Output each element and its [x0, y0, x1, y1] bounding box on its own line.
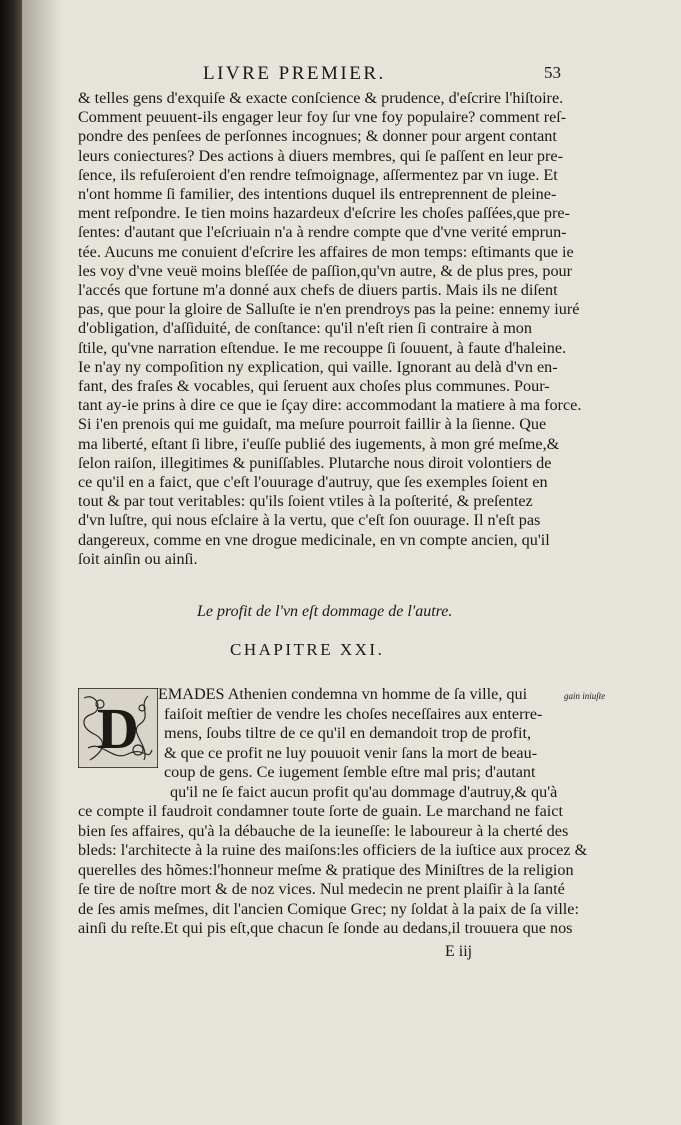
text-line: ment reſpondre. Ie tien moins hazardeux d'eſcrire les choſes paſſées,que pre- [78, 204, 570, 223]
text-line: Comment peuuent-ils engager leur foy ſur vne foy populaire? comment reſ- [78, 108, 567, 127]
text-line: pas, que pour la gloire de Salluſte ie n'en prendroys pas la peine: ennemy iuré [78, 300, 580, 319]
text-line: tout & par tout veritables: qu'ils ſoient vtiles à la poſterité, & preſentez [78, 492, 533, 511]
text-line: ce qu'il en a faict, que c'eſt l'ouurage d'autruy, que ſes exemples ſoient en [78, 473, 548, 491]
page-number: 53 [544, 63, 561, 82]
text-line: bleds: l'architecte à la ruine des maiſons:les officiers de la iuſtice aux procez & [78, 841, 588, 859]
text-line: ſoit ainſin ou ainſi. [78, 549, 198, 568]
text-line: querelles des hõmes:l'honneur meſme & pratique des Miniſtres de la religion [78, 860, 574, 879]
chapter-heading: CHAPITRE XXI. [230, 640, 385, 659]
text-line: d'obligation, d'aſſiduité, de conſtance: qu'il n'eſt rien ſi contraire à mon [78, 319, 532, 338]
margin-note: gain iniuſte [564, 691, 606, 701]
text-line: EMADES Athenien condemna vn homme de ſa ville, qui [158, 685, 528, 703]
text-line: faiſoit meſtier de vendre les choſes neceſſaires aux enterre- [164, 704, 543, 723]
text-line: fant, des fraſes & vocables, qui ſeruent aux choſes plus communes. Pour- [78, 377, 550, 395]
text-line: tée. Aucuns me conuient d'eſcrire les affaires de mon temps: eſtimants que ie [78, 242, 574, 261]
text-line: d'vn luſtre, qui nous eſclaire à la vertu, que c'eſt ſon ouurage. Il n'eſt pas [78, 511, 541, 530]
text-line: de ſes amis meſmes, dit l'ancien Comique Grec; ny ſoldat à la paix de ſa ville: [78, 899, 579, 918]
text-line: qu'il ne ſe faict aucun profit qu'au dommage d'autruy,& qu'à [170, 782, 558, 801]
text-line: Si i'en prenois qui me guidaſt, ma meſure pourroit faillir à la ſienne. Que [78, 415, 547, 434]
text-line: ainſi du reſte.Et qui pis eſt,que chacun ſe ſonde au dedans,il trouuera que nos [78, 919, 573, 937]
text-line: tant ay-ie prins à dire ce que ie ſçay dire: accommodant la matiere à ma force. [78, 396, 582, 415]
running-header: LIVRE PREMIER. [203, 63, 386, 84]
text-line: ma liberté, eſtant ſi libre, i'euſſe publié des iugements, à mon gré meſme,& [78, 434, 560, 453]
text-line: ſtile, qu'vne narration eſtendue. Ie me recouppe ſi ſouuent, à faute d'haleine. [78, 338, 567, 357]
text-line: pondre des penſees de perſonnes incognues; & donner pour argent contant [78, 127, 557, 146]
text-line: Ie n'ay ny compoſition ny explication, qui vaille. Ignorant au delà d'vn en- [78, 357, 558, 376]
gutter-shadow [22, 0, 62, 1125]
signature-mark: E iij [445, 943, 473, 960]
section-heading: Le profit de l'vn eſt dommage de l'autre. [197, 603, 453, 620]
text-line: & que ce profit ne luy pouuoit venir ſans la mort de beau- [164, 743, 538, 762]
text-line: ſentes: d'autant que l'eſcriuain n'a à rendre compte que d'vne verité emprun- [78, 223, 567, 242]
text-line: ſence, ils refuſeroient d'en rendre teſmoignage, aſſermentez par vn iuge. Et [78, 165, 558, 184]
text-line: dangereux, comme en vne drogue medicinale, en vn compte ancien, qu'il [78, 530, 550, 549]
decorated-initial-icon [78, 688, 158, 768]
text-line: ſelon raiſon, illegitimes & puniſſables. Plutarche nous diroit volontiers de [78, 453, 552, 472]
text-line: n'ont homme ſi familier, des intentions duquel ils entreprennent de pleine- [78, 185, 557, 203]
text-line: l'accés que fortune m'a donné aux chefs de diuers partis. Mais ils ne diſent [78, 281, 558, 299]
text-line: & telles gens d'exquiſe & exacte conſcience & prudence, d'eſcrire l'hiſtoire. [78, 89, 564, 107]
initial-letter: D [97, 696, 139, 761]
text-line: coup de gens. Ce iugement ſemble eſtre mal pris; d'autant [164, 763, 536, 781]
text-line: ſe tire de noſtre mort & de noz vices. Nul medecin ne prent plaiſir à la ſanté [78, 880, 565, 898]
text-line: ce compte il faudroit condamner toute ſorte de guain. Le marchand ne faict [78, 802, 563, 820]
text-line: bien ſes affaires, qu'à la débauche de la ieuneſſe: le laboureur à la cherté des [78, 821, 569, 840]
text-line: mens, ſoubs tiltre de ce qu'il en demandoit trop de profit, [164, 724, 532, 742]
text-line: leurs coniectures? Des actions à diuers membres, qui ſe paſſent en leur pre- [78, 146, 563, 165]
text-line: les voy d'vne veuë moins bleſſée de paſſion,qu'vn autre, & de plus pres, pour [78, 261, 573, 280]
